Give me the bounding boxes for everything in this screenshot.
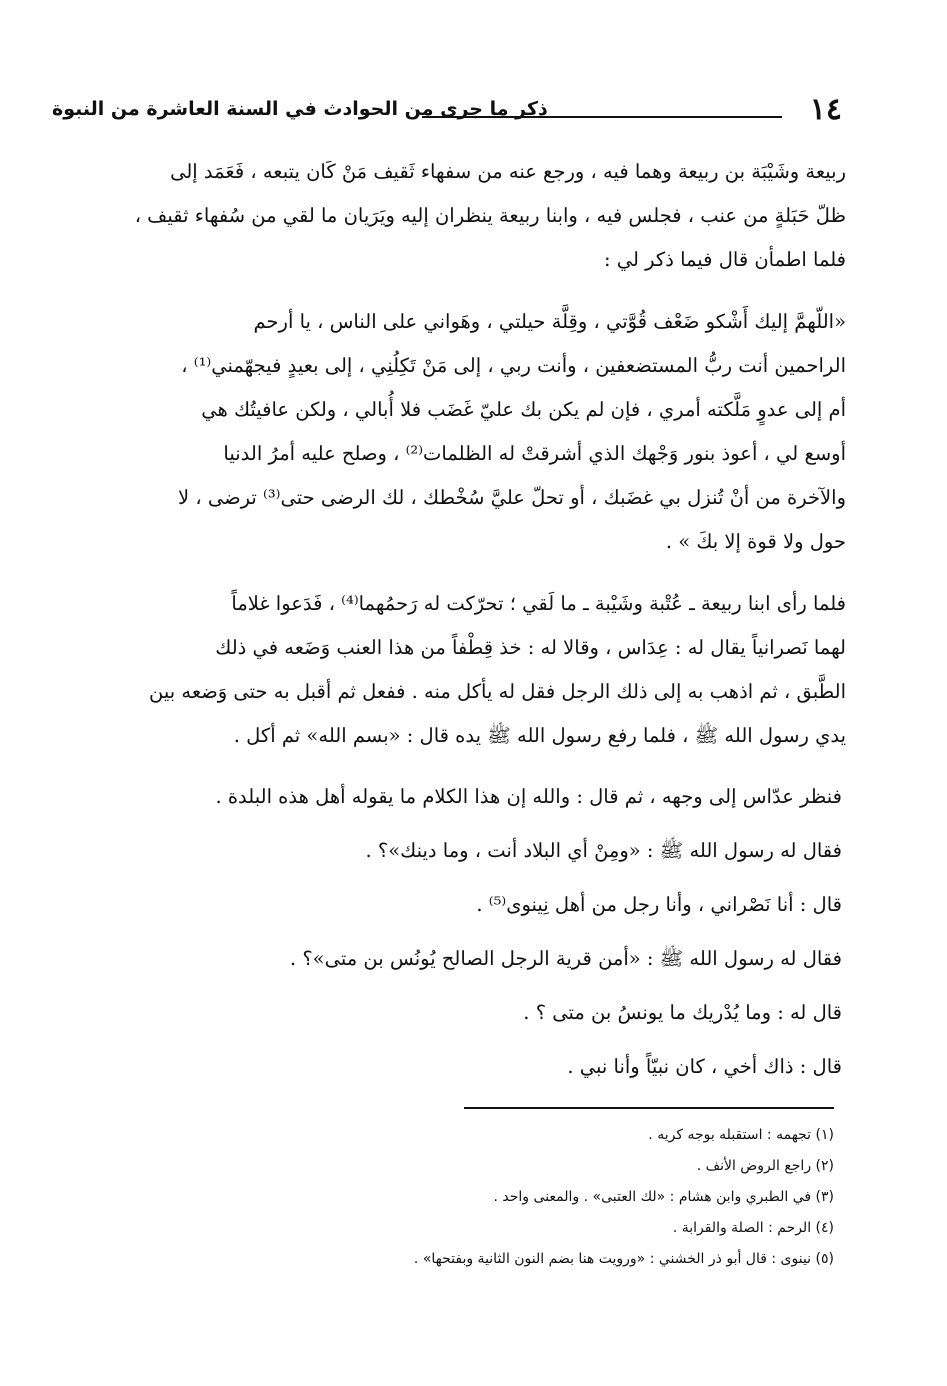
dialogue-section — [122, 770, 842, 1094]
text-line: يدي رسول الله ﷺ ، فلما رفع رسول الله ﷺ يده قال : «بسم الله» ثم أكل . — [233, 724, 846, 747]
text-line: لهما نَصرانياً يقال له : عِدَاس ، وقالا له : خذ قِطْفاً من هذا العنب وَضَعه في ذلك — [215, 636, 846, 659]
dialogue-line: قال : ذاك أخي ، كان نبيّاً وأنا نبي . — [567, 1055, 842, 1078]
dialogue-line: قال : أنا نَصْراني ، وأنا رجل من أهل نِينوى⁽⁵⁾ . — [476, 893, 842, 916]
text-line: الراحمين أنت ربُّ المستضعفين ، وأنت ربي ، إلى مَنْ تَكِلُنِي ، إلى بعيدٍ فيجهّمني⁽¹⁾ ، — [181, 354, 846, 377]
dialogue-line: قال له : وما يُدْريك ما يونسُ بن متى ؟ . — [523, 1001, 842, 1024]
text-line: أم إلى عدوٍ مَلَّكته أمري ، فإن لم يكن بك عليّ غَضَب فلا أُبالي ، ولكن عافيتُك هي — [201, 398, 846, 421]
footnotes — [214, 1120, 834, 1275]
footnote-2: (٢) راجع الروض الأنف . — [696, 1158, 834, 1174]
text-line: «اللّهمَّ إليك أَشْكو ضَعْف قُوَّتي ، وقِلَّة حيلتي ، وهَواني على الناس ، يا أرحم — [253, 310, 846, 333]
footnote-4: (٤) الرحم : الصلة والقرابة . — [672, 1220, 834, 1236]
footnote-3: (٣) في الطبري وابن هشام : «لك العتبى» . والمعنى واحد . — [493, 1189, 834, 1205]
body-text — [86, 150, 846, 776]
text-line: ظلّ حَبَلةٍ من عنب ، فجلس فيه ، وابنا ربيعة ينظران إليه ويَرَيان ما لقي من سُفهاء ثقيف ، — [134, 204, 846, 227]
text-line: الطَّبق ، ثم اذهب به إلى ذلك الرجل فقل له يأكل منه . ففعل ثم أقبل به حتى وَضعه بين — [149, 680, 846, 703]
dialogue-line: فقال له رسول الله ﷺ : «أمن قرية الرجل الصالح يُونُس بن متى»؟ . — [289, 947, 842, 970]
running-title: ذكر ما جرى من الحوادث في السنة العاشرة من النبوة — [52, 98, 548, 120]
paragraph-addas — [86, 582, 846, 758]
footnote-rule — [464, 1107, 834, 1109]
text-line: ربيعة وشَيْبَة بن ربيعة وهما فيه ، ورجع عنه من سفهاء ثَقيف مَنْ كَان يتبعه ، فَعَمَد إلى — [170, 160, 846, 183]
dialogue-line: فنظر عدّاس إلى وجهه ، ثم قال : والله إن هذا الكلام ما يقوله أهل هذه البلدة . — [215, 785, 842, 808]
text-line: والآخرة من أنْ تُنزل بي غضَبك ، أو تحلّ عليَّ سُخْطك ، لك الرضى حتى⁽³⁾ ترضى ، لا — [178, 486, 846, 509]
text-line: أوسع لي ، أعوذ بنور وَجْهك الذي أشرقتْ له الظلمات⁽²⁾ ، وصلح عليه أمرُ الدنيا — [223, 442, 846, 465]
text-line: حول ولا قوة إلا بكَ » . — [665, 530, 846, 553]
page-number: ١٤ — [809, 92, 842, 127]
footnote-1: (١) تجهمه : استقبله بوجه كريه . — [648, 1127, 834, 1143]
footnote-5: (٥) نينوى : قال أبو ذر الخشني : «ورويت هنا بضم النون الثانية وبفتحها» . — [413, 1251, 834, 1267]
paragraph-supplication — [86, 300, 846, 564]
page-header — [52, 90, 842, 134]
paragraph-intro — [86, 150, 846, 282]
text-line: فلما اطمأن قال فيما ذكر لي : — [604, 248, 846, 271]
dialogue-line: فقال له رسول الله ﷺ : «ومِنْ أي البلاد أنت ، وما دينك»؟ . — [365, 839, 842, 862]
text-line: فلما رأى ابنا ربيعة ـ عُتْبة وشَيْبة ـ ما لَقي ؛ تحرّكت له رَحمُهما⁽⁴⁾ ، فَدَعوا غلاماً — [231, 592, 846, 615]
